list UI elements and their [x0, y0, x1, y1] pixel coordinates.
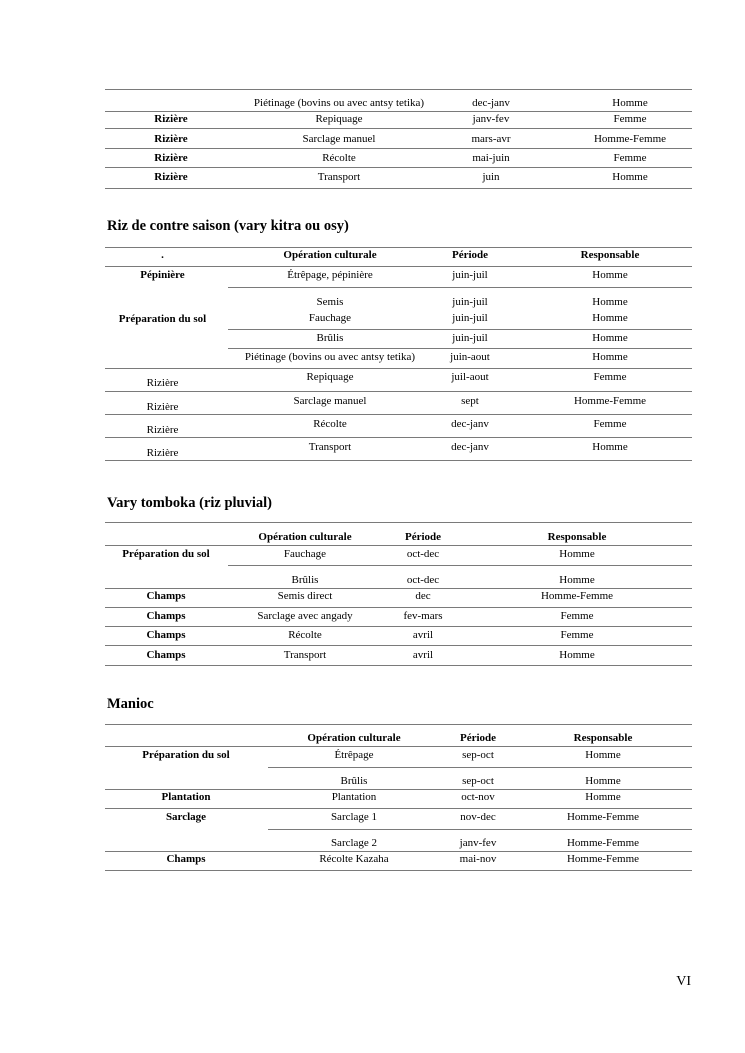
period-cell: avril: [412, 649, 434, 661]
header-period: Période: [404, 531, 442, 543]
section-title: Manioc: [107, 696, 154, 712]
operation-cell: Étrêpage, pépinière: [287, 269, 373, 281]
period-cell: juin-juil: [452, 312, 488, 324]
header-operation: Opération culturale: [258, 531, 352, 543]
period-cell: fev-mars: [403, 610, 443, 622]
site-cell: Champs: [146, 649, 186, 661]
operation-cell: Piétinage (bovins ou avec antsy tetika): [253, 97, 425, 109]
table-rule: [105, 870, 692, 871]
site-cell-preparation: Préparation du sol: [142, 749, 230, 761]
site-cell: Rizière: [146, 447, 179, 459]
table-rule: [228, 329, 692, 330]
table-row: [0, 748, 745, 764]
responsible-cell: Homme: [585, 791, 621, 803]
responsible-cell: Femme: [613, 113, 647, 125]
operation-cell: Plantation: [331, 791, 377, 803]
period-cell: juin: [482, 171, 500, 183]
site-cell: Rizière: [154, 152, 188, 164]
operation-cell: Brûlis: [316, 332, 344, 344]
responsible-cell: Homme-Femme: [540, 590, 614, 602]
table-row: [0, 394, 745, 413]
operation-cell: Piétinage (bovins ou avec antsy tetika): [244, 351, 416, 363]
operation-cell: Étrêpage: [334, 749, 374, 761]
operation-cell: Repiquage: [306, 371, 354, 383]
table-row: [0, 852, 745, 868]
table-row: [0, 774, 745, 790]
table-row: [0, 350, 745, 366]
site-cell-preparation: Préparation du sol: [118, 313, 207, 325]
period-cell: dec-janv: [451, 418, 489, 430]
site-cell: Rizière: [154, 113, 188, 125]
table-rule: [105, 746, 692, 747]
operation-cell: Récolte: [313, 418, 347, 430]
table-rule: [105, 368, 692, 369]
site-cell: Champs: [146, 610, 186, 622]
responsible-cell: Homme: [612, 171, 648, 183]
period-cell: dec-janv: [451, 441, 489, 453]
table-rule: [105, 148, 692, 149]
operation-cell: Sarclage manuel: [302, 133, 376, 145]
operation-cell: Récolte: [322, 152, 356, 164]
header-period: Période: [451, 249, 489, 261]
responsible-cell: Homme: [559, 574, 595, 586]
site-cell: Champs: [166, 853, 206, 865]
responsible-cell: Femme: [560, 610, 594, 622]
responsible-cell: Homme: [592, 351, 628, 363]
table-rule: [268, 829, 692, 830]
period-cell: juin-juil: [452, 332, 488, 344]
header-responsible: Responsable: [580, 249, 640, 261]
table-rule: [228, 565, 692, 566]
responsible-cell: Homme-Femme: [566, 811, 640, 823]
section-title: Vary tomboka (riz pluvial): [107, 495, 273, 511]
table-rule: [105, 89, 692, 90]
table-row: [0, 311, 745, 327]
table-rule: [268, 767, 692, 768]
table-row: [0, 170, 745, 186]
period-cell: oct-dec: [406, 548, 440, 560]
table-row: [0, 790, 745, 806]
table-rule: [105, 665, 692, 666]
operation-cell: Brûlis: [340, 775, 368, 787]
site-cell: Rizière: [154, 133, 188, 145]
operation-cell: Brûlis: [291, 574, 319, 586]
site-cell: Rizière: [146, 401, 179, 413]
table-rule: [105, 460, 692, 461]
table-row: [0, 628, 745, 644]
table-row: [0, 132, 745, 148]
responsible-cell: Homme: [592, 269, 628, 281]
operation-cell: Sarclage manuel: [293, 395, 367, 407]
period-cell: juil-aout: [451, 371, 489, 383]
site-cell: Champs: [146, 590, 186, 602]
period-cell: sep-oct: [462, 749, 494, 761]
table-rule: [105, 645, 692, 646]
responsible-cell: Femme: [593, 418, 627, 430]
responsible-cell: Femme: [560, 629, 594, 641]
table-rule: [105, 266, 692, 267]
responsible-cell: Homme: [585, 749, 621, 761]
header-responsible: Responsable: [547, 531, 607, 543]
table-rule: [228, 348, 692, 349]
period-cell: dec-janv: [472, 97, 510, 109]
responsible-cell: Homme: [592, 441, 628, 453]
table-row: [0, 836, 745, 852]
operation-cell: Fauchage: [308, 312, 352, 324]
table-row: [0, 417, 745, 436]
site-cell: Rizière: [146, 424, 179, 436]
operation-cell: Récolte Kazaha: [319, 853, 389, 865]
table-rule: [105, 414, 692, 415]
page-number: VI: [676, 974, 691, 989]
operation-cell: Sarclage 1: [330, 811, 378, 823]
period-cell: avril: [412, 629, 434, 641]
table-row: [0, 589, 745, 605]
header-site: .: [161, 249, 164, 261]
table-row: [0, 609, 745, 625]
table-header-row: [0, 731, 745, 747]
operation-cell: Sarclage avec angady: [257, 610, 353, 622]
operation-cell: Transport: [317, 171, 361, 183]
table-row: [0, 331, 745, 347]
table-row: [0, 151, 745, 167]
period-cell: oct-nov: [461, 791, 495, 803]
table-rule: [105, 167, 692, 168]
table-rule: [105, 437, 692, 438]
period-cell: mai-nov: [459, 853, 497, 865]
period-cell: janv-fev: [459, 837, 497, 849]
period-cell: mars-avr: [471, 133, 511, 145]
period-cell: mai-juin: [472, 152, 510, 164]
site-cell-sarclage: Sarclage: [165, 811, 207, 823]
table-header-row: [0, 248, 745, 264]
site-cell-preparation: Préparation du sol: [122, 548, 210, 560]
table-row: [0, 96, 745, 112]
period-cell: juin-aout: [450, 351, 490, 363]
table-rule: [105, 391, 692, 392]
responsible-cell: Homme-Femme: [566, 853, 640, 865]
operation-cell: Semis direct: [277, 590, 333, 602]
period-cell: janv-fev: [472, 113, 510, 125]
table-row: [0, 810, 745, 826]
period-cell: sept: [461, 395, 479, 407]
operation-cell: Récolte: [288, 629, 322, 641]
table-rule: [228, 287, 692, 288]
table-row: [0, 295, 745, 311]
responsible-cell: Homme: [592, 296, 628, 308]
table-rule: [105, 808, 692, 809]
responsible-cell: Homme: [592, 332, 628, 344]
table-rule: [105, 128, 692, 129]
table-rule: [105, 188, 692, 189]
period-cell: sep-oct: [462, 775, 494, 787]
responsible-cell: Homme: [612, 97, 648, 109]
period-cell: juin-juil: [452, 296, 488, 308]
period-cell: oct-dec: [406, 574, 440, 586]
table-row: [0, 268, 745, 284]
table-row: [0, 573, 745, 589]
responsible-cell: Homme-Femme: [593, 133, 667, 145]
table-rule: [105, 724, 692, 725]
responsible-cell: Homme-Femme: [566, 837, 640, 849]
operation-cell: Transport: [308, 441, 352, 453]
responsible-cell: Femme: [613, 152, 647, 164]
period-cell: juin-juil: [452, 269, 488, 281]
table-row: [0, 547, 745, 563]
table-rule: [105, 522, 692, 523]
responsible-cell: Homme: [592, 312, 628, 324]
period-cell: nov-dec: [460, 811, 496, 823]
header-operation: Opération culturale: [307, 732, 401, 744]
responsible-cell: Homme: [559, 548, 595, 560]
table-header-row: [0, 530, 745, 546]
header-operation: Opération culturale: [283, 249, 377, 261]
operation-cell: Repiquage: [315, 113, 363, 125]
site-cell: Rizière: [154, 171, 188, 183]
responsible-cell: Homme: [559, 649, 595, 661]
responsible-cell: Homme-Femme: [573, 395, 647, 407]
table-rule: [105, 626, 692, 627]
site-cell: Pépinière: [140, 269, 185, 281]
table-rule: [105, 607, 692, 608]
table-row: [0, 648, 745, 664]
site-cell: Plantation: [161, 791, 211, 803]
site-cell: Champs: [146, 629, 186, 641]
table-row: [0, 112, 745, 128]
period-cell: dec: [415, 590, 431, 602]
table-row: [0, 440, 745, 459]
operation-cell: Sarclage 2: [330, 837, 378, 849]
responsible-cell: Homme: [585, 775, 621, 787]
responsible-cell: Femme: [593, 371, 627, 383]
site-cell: Rizière: [146, 377, 179, 389]
operation-cell: Fauchage: [283, 548, 327, 560]
table-rule: [105, 545, 692, 546]
section-title: Riz de contre saison (vary kitra ou osy): [107, 218, 349, 234]
table-row: [0, 370, 745, 389]
header-responsible: Responsable: [573, 732, 633, 744]
header-period: Période: [459, 732, 497, 744]
operation-cell: Transport: [283, 649, 327, 661]
operation-cell: Semis: [316, 296, 344, 308]
